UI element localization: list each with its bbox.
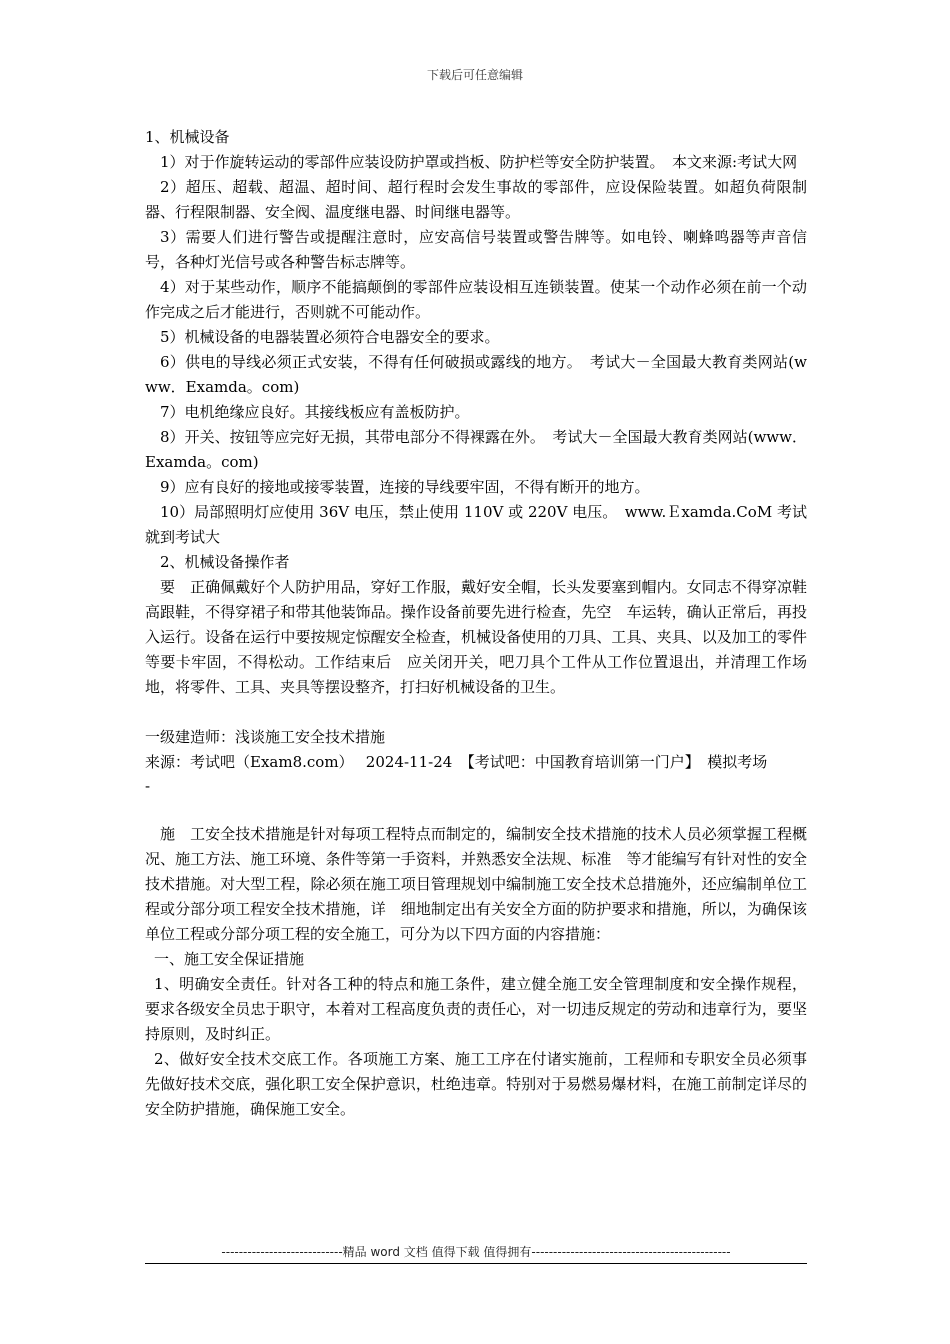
- paragraph: 7）电机绝缘应良好。其接线板应有盖板防护。: [160, 403, 470, 421]
- footer-rule: [145, 1263, 807, 1264]
- paragraph: 2、机械设备操作者: [160, 553, 290, 571]
- paragraph: 施 工安全技术措施是针对每项工程特点而制定的，编制安全技术措施的技术人员必须掌握工程概况、施工方法、施工环境、条件等第一手资料，并熟悉安全法规、标准 等才能编写有针对性的安全技术措施。对大型工程，除必须在施工项目管理规划中编制施工安全技术总措施外，还应编制单位工程或分部分项工程安全技术措施，详 细地制定出有关安全方面的防护要求和措施，所以，为确保该单位工程或分部分项工程的安全施工，可分为以下四方面的内容措施：: [145, 825, 807, 943]
- paragraph: 一级建造师：浅谈施工安全技术措施: [145, 728, 386, 746]
- paragraph: 4）对于某些动作，顺序不能搞颠倒的零部件应装设相互连锁装置。使某一个动作必须在前一个动作完成之后才能进行，否则就不可能动作。: [145, 278, 807, 321]
- paragraph: 2、做好安全技术交底工作。各项施工方案、施工工序在付诸实施前，工程师和专职安全员必须事先做好技术交底，强化职工安全保护意识，杜绝违章。特别对于易燃易爆材料，在施工前制定详尽的安全防护措施，确保施工安全。: [145, 1050, 807, 1118]
- page-footer: ----------------------------精品 word 文档 值得下载 值得拥有----------------------------------------------: [221, 1245, 731, 1259]
- paragraph: 要 正确佩戴好个人防护用品，穿好工作服，戴好安全帽，长头发要塞到帽内。女同志不得穿凉鞋高跟鞋，不得穿裙子和带其他装饰品。操作设备前要先进行检查，先空 车运转，确认正常后，再投入运行。设备在运行中要按规定惊醒安全检查，机械设备使用的刀具、工具、夹具、以及加工的零件等要卡牢固，不得松动。工作结束后 应关闭开关，吧刀具个工件从工作位置退出，并清理工作场地，将零件、工具、夹具等摆设整齐，打扫好机械设备的卫生。: [145, 578, 807, 696]
- blank-line: [145, 797, 807, 822]
- paragraph: 3）需要人们进行警告或提醒注意时，应安高信号装置或警告牌等。如电铃、喇蜂鸣器等声音信号，各种灯光信号或各种警告标志牌等。: [145, 228, 807, 271]
- paragraph: 1、机械设备: [145, 128, 230, 146]
- paragraph: 1）对于作旋转运动的零部件应装设防护罩或挡板、防护栏等安全防护装置。 本文来源:考试大网: [160, 153, 798, 171]
- paragraph: 一、施工安全保证措施: [154, 950, 305, 968]
- paragraph: -: [145, 777, 151, 795]
- paragraph: 5）机械设备的电器装置必须符合电器安全的要求。: [160, 328, 500, 346]
- paragraph: 8）开关、按钮等应完好无损，其带电部分不得裸露在外。 考试大－全国最大教育类网站(www．Examda。com): [145, 428, 807, 471]
- paragraph: 6）供电的导线必须正式安装，不得有任何破损或露线的地方。 考试大－全国最大教育类网站(www．Examda。com): [145, 353, 807, 396]
- page-header: 下载后可任意编辑: [426, 68, 523, 82]
- paragraph: 10）局部照明灯应使用 36V 电压，禁止使用 110V 或 220V 电压。 www.Ｅxamda.CoM 考试就到考试大: [145, 503, 807, 546]
- paragraph: 来源：考试吧（Exam8.com） 2024-11-24 【考试吧：中国教育培训第一门户】 模拟考场: [145, 753, 768, 771]
- blank-line: [145, 700, 807, 725]
- paragraph: 9）应有良好的接地或接零装置，连接的导线要牢固，不得有断开的地方。: [160, 478, 650, 496]
- paragraph: 1、明确安全责任。针对各工种的特点和施工条件，建立健全施工安全管理制度和安全操作规程，要求各级安全员忠于职守，本着对工程高度负责的责任心，对一切违反规定的劳动和违章行为，要坚持原则，及时纠正。: [145, 975, 807, 1043]
- document-body: [145, 125, 807, 1122]
- paragraph: 2）超压、超载、超温、超时间、超行程时会发生事故的零部件，应设保险装置。如超负荷限制器、行程限制器、安全阀、温度继电器、时间继电器等。: [145, 178, 807, 221]
